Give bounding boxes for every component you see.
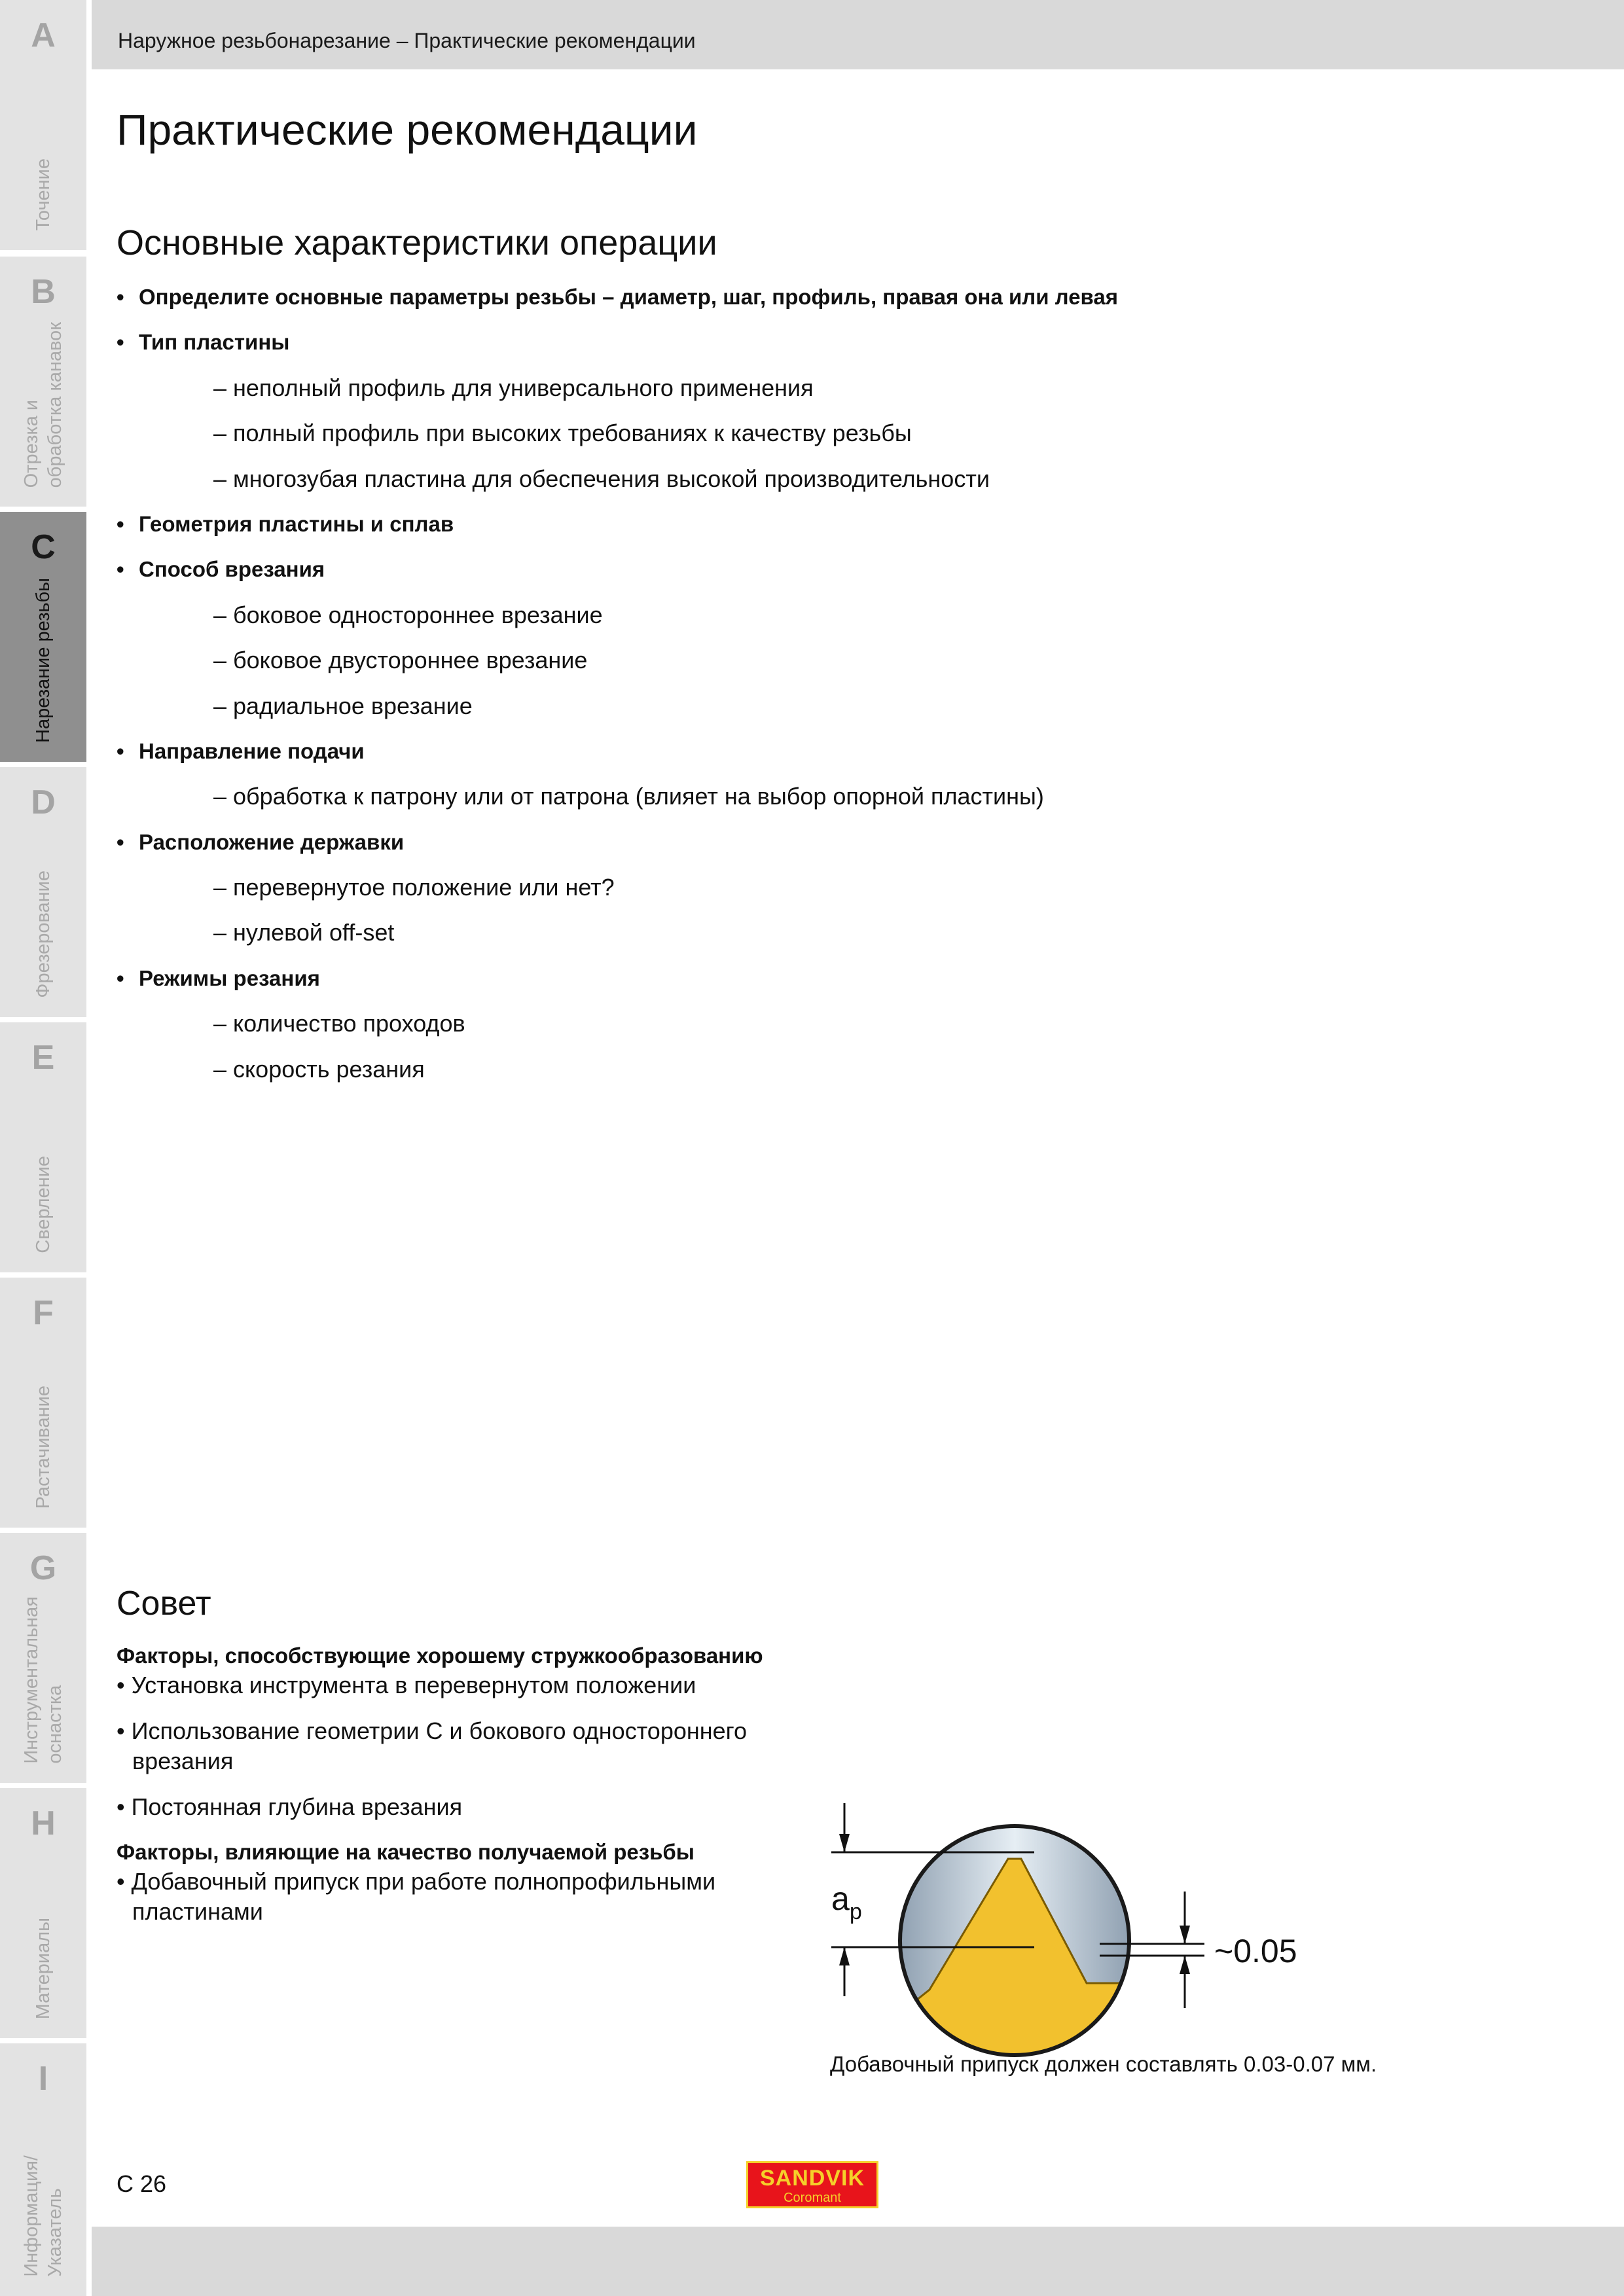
list-subitem: – полный профиль при высоких требованиях к качеству резьбы [213, 420, 912, 447]
tab-label: Фрезерование [33, 870, 54, 998]
tab-label: Сверление [33, 1156, 54, 1253]
list-subitem: – нулевой off-set [213, 919, 395, 946]
list-item-text: Расположение державки [139, 829, 405, 854]
tab-letter: G [29, 1549, 57, 1587]
allowance-diagram [812, 1793, 1322, 2068]
page-number: C 26 [117, 2170, 167, 2197]
advice-heading: Факторы, влияющие на качество получаемой резьбы [117, 1840, 695, 1864]
tab-letter: E [31, 1039, 55, 1077]
list-item-text: Способ врезания [139, 557, 325, 582]
list-item [117, 278, 1118, 323]
tab-i-info-index[interactable] [0, 2043, 86, 2296]
list-item [117, 323, 1118, 368]
tab-e-drilling[interactable] [0, 1022, 86, 1272]
bullet-dot: • [117, 829, 124, 854]
list-item [117, 505, 1118, 550]
arrow-head [839, 1947, 850, 1965]
tab-label: Растачивание [33, 1385, 54, 1509]
list-item-text: Геометрия пластины и сплав [139, 511, 454, 536]
bullet-dot: • [117, 285, 124, 309]
bullet-dot: • [117, 330, 124, 355]
list-subitem: – боковое двустороннее врезание [213, 647, 588, 674]
tab-letter: I [38, 2060, 48, 2098]
logo-wordmark: SANDVIK [759, 2166, 865, 2191]
arrow-head [839, 1834, 850, 1852]
tab-letter: A [31, 16, 56, 54]
list-item-text: Тип пластины [139, 330, 290, 355]
tab-f-boring[interactable] [0, 1278, 86, 1528]
list-item-text: Определите основные параметры резьбы – диаметр, шаг, профиль, правая она или левая [139, 285, 1119, 309]
advice-group-thread-quality [117, 1838, 810, 1927]
advice-item: • Установка инструмента в перевернутом положении [117, 1672, 696, 1698]
tab-a-turning[interactable] [0, 0, 86, 250]
advice-heading: Факторы, способствующие хорошему стружкообразованию [117, 1643, 763, 1668]
tab-g-tooling[interactable] [0, 1533, 86, 1783]
footer-band [92, 2227, 1624, 2296]
list-item [117, 732, 1118, 777]
chapter-sidebar [0, 0, 86, 2296]
list-item-text: Режимы резания [139, 965, 320, 990]
header-title: Наружное резьбонарезание – Практические рекомендации [118, 29, 696, 52]
tab-label: Нарезание резьбы [33, 578, 54, 743]
list-subitem: – перевернутое положение или нет? [213, 874, 615, 901]
tab-b-parting-grooving[interactable] [0, 257, 86, 507]
page-title: Практические рекомендации [117, 105, 698, 154]
magnified-view [897, 1823, 1132, 2058]
arrow-head [1180, 1926, 1190, 1944]
tab-d-milling[interactable] [0, 767, 86, 1017]
advice-item: • Использование геометрии С и бокового одностороннего врезания [117, 1717, 747, 1774]
allowance-label: ~0.05 [1214, 1933, 1297, 1969]
list-item [117, 550, 1118, 595]
bullet-dot: • [117, 738, 124, 763]
arrow-head [1180, 1956, 1190, 1974]
bullet-dot: • [117, 511, 124, 536]
list-item [117, 959, 1118, 1004]
tab-label: Точение [33, 158, 54, 231]
list-subitem: – неполный профиль для универсального применения [213, 374, 814, 401]
list-subitem: – радиальное врезание [213, 692, 473, 719]
list-subitem: – боковое одностороннее врезание [213, 601, 603, 628]
list-subitem: – многозубая пластина для обеспечения высокой производительности [213, 465, 990, 492]
tab-label: Инструментальная оснастка [21, 1596, 65, 1764]
list-subitem: – обработка к патрону или от патрона (влияет на выбор опорной пластины) [213, 783, 1044, 810]
diagram-caption: Добавочный припуск должен составлять 0.03-0.07 мм. [830, 2052, 1377, 2076]
list-item [117, 823, 1118, 868]
tab-label: Материалы [33, 1917, 54, 2019]
bullet-dot: • [117, 965, 124, 990]
sandvik-coromant-logo [746, 2161, 878, 2208]
tab-letter: F [33, 1294, 54, 1332]
page-header [92, 0, 1624, 69]
tab-label: Отрезка и обработка канавок [21, 321, 65, 488]
tab-letter: D [31, 783, 56, 821]
tab-label: Информация/ Указатель [21, 2155, 65, 2277]
advice-title: Совет [117, 1585, 211, 1623]
list-subitem: – скорость резания [213, 1055, 425, 1083]
tab-letter: C [31, 528, 56, 566]
list-item-text: Направление подачи [139, 738, 365, 763]
tab-letter: B [31, 273, 56, 311]
operation-characteristics-list [117, 278, 1118, 1095]
list-subitem: – количество проходов [213, 1010, 465, 1037]
section-title: Основные характеристики операции [117, 223, 717, 262]
advice-group-chip-formation [117, 1641, 810, 1822]
advice-item: • Постоянная глубина врезания [117, 1793, 463, 1820]
advice-item: • Добавочный припуск при работе полнопрофильными пластинами [117, 1868, 716, 1925]
tab-letter: H [31, 1804, 56, 1842]
ap-label: $a_p$ [831, 1880, 862, 1924]
bullet-dot: • [117, 557, 124, 582]
logo-subtitle: Coromant [784, 2191, 841, 2205]
tab-h-materials[interactable] [0, 1788, 86, 2038]
tab-c-threading[interactable] [0, 512, 86, 762]
